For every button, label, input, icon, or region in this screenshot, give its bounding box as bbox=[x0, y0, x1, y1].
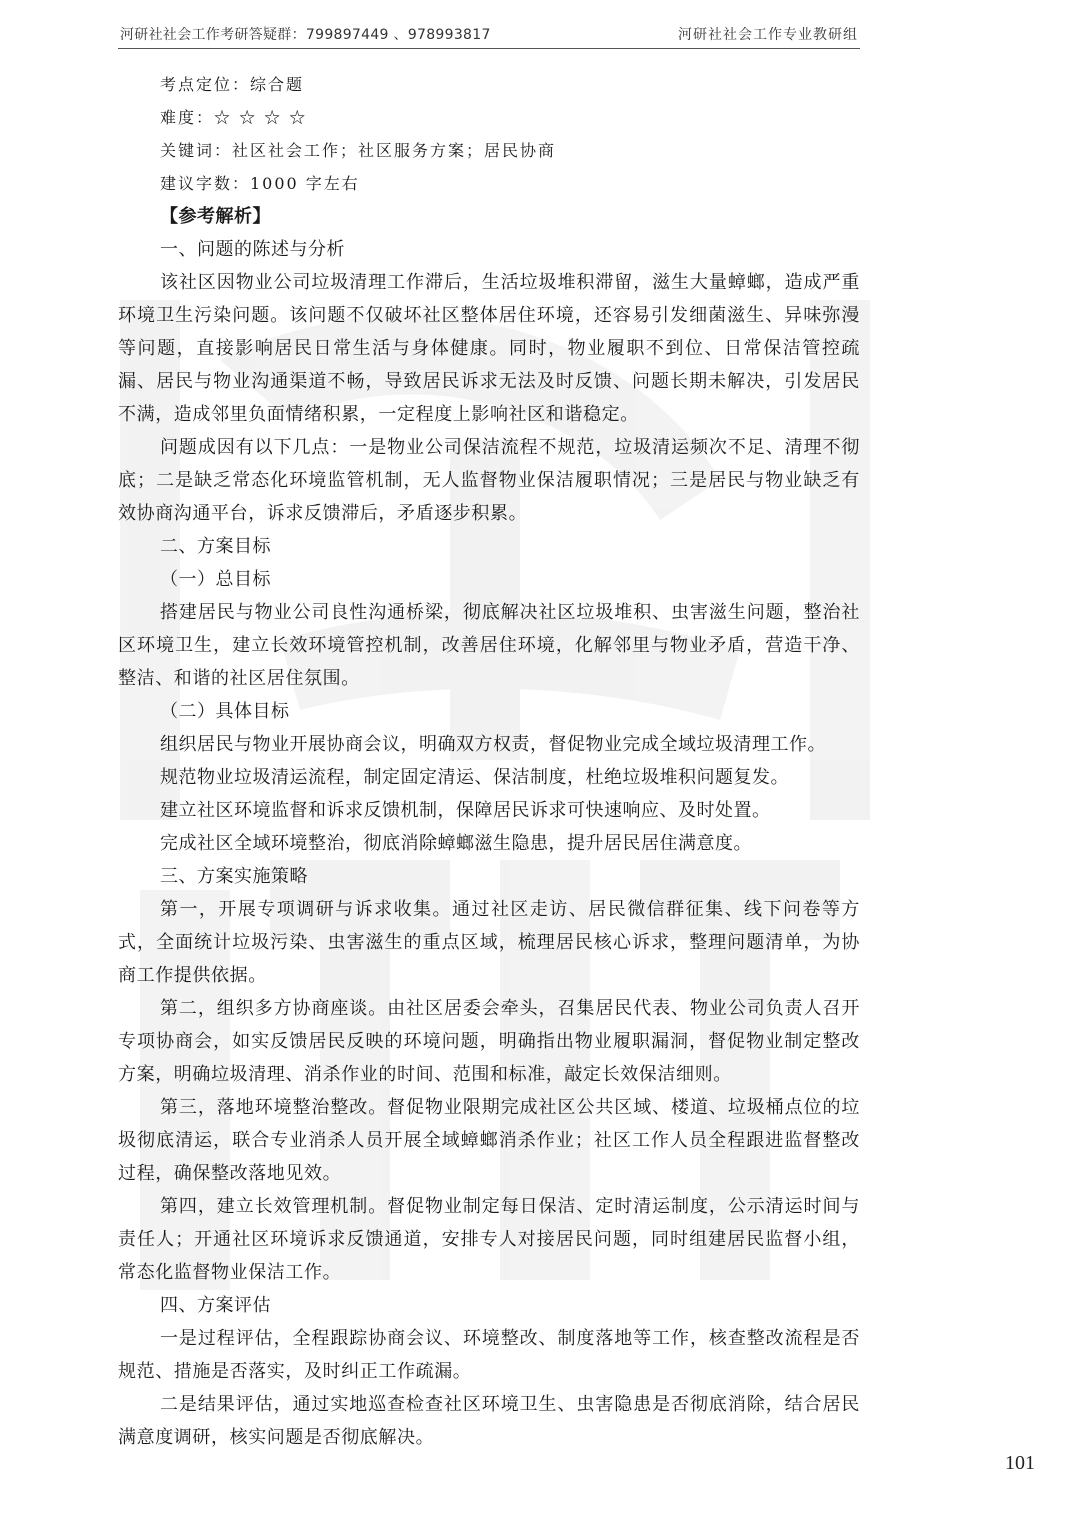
section-4-title: 四、方案评估 bbox=[160, 1295, 271, 1316]
section-3-paragraph-4: 第四，建立长效管理机制。督促物业制定每日保洁、定时清运制度，公示清运时间与责任人；开通社区环境诉求反馈通道，安排专人对接居民问题，同时组建居民监督小组，常态化监督物业保洁工作。 bbox=[118, 1196, 860, 1283]
meta-difficulty: 难度：☆ ☆ ☆ ☆ bbox=[160, 108, 308, 127]
page-header bbox=[118, 18, 860, 49]
section-1-title: 一、问题的陈述与分析 bbox=[160, 239, 345, 260]
section-2-paragraph-1: 搭建居民与物业公司良性沟通桥梁，彻底解决社区垃圾堆积、虫害滋生问题，整治社区环境卫生，建立长效环境管控机制，改善居住环境，化解邻里与物业矛盾，营造干净、整洁、和谐的社区居住氛围。 bbox=[118, 602, 860, 689]
section-1-paragraph-1: 该社区因物业公司垃圾清理工作滞后，生活垃圾堆积滞留，滋生大量蟑螂，造成严重环境卫生污染问题。该问题不仅破坏社区整体居住环境，还容易引发细菌滋生、异味弥漫等问题，直接影响居民日常生活与身体健康。同时，物业履职不到位、日常保洁管控疏漏、居民与物业沟通渠道不畅，导致居民诉求无法及时反馈、问题长期未解决，引发居民不满，造成邻里负面情绪积累，一定程度上影响社区和谐稳定。 bbox=[118, 272, 860, 425]
analysis-heading: 【参考解析】 bbox=[160, 206, 271, 227]
header-org-name: 河研社社会工作专业教研组 bbox=[678, 27, 858, 43]
page-number: 101 bbox=[1005, 1452, 1035, 1474]
section-3-paragraph-1: 第一，开展专项调研与诉求收集。通过社区走访、居民微信群征集、线下问卷等方式，全面统计垃圾污染、虫害滋生的重点区域，梳理居民核心诉求，整理问题清单，为协商工作提供依据。 bbox=[118, 899, 860, 986]
section-2-subtitle-2: （二）具体目标 bbox=[160, 701, 290, 722]
meta-keywords: 关键词：社区社会工作；社区服务方案；居民协商 bbox=[160, 141, 557, 160]
section-3-paragraph-2: 第二，组织多方协商座谈。由社区居委会牵头，召集居民代表、物业公司负责人召开专项协商会，如实反馈居民反映的环境问题，明确指出物业履职漏洞，督促物业制定整改方案，明确垃圾清理、消杀作业的时间、范围和标准，敲定长效保洁细则。 bbox=[118, 998, 860, 1085]
section-4-paragraph-2: 二是结果评估，通过实地巡查检查社区环境卫生、虫害隐患是否彻底消除，结合居民满意度调研，核实问题是否彻底解决。 bbox=[118, 1394, 860, 1448]
section-3-title: 三、方案实施策略 bbox=[160, 866, 308, 887]
section-1-paragraph-2: 问题成因有以下几点：一是物业公司保洁流程不规范，垃圾清运频次不足、清理不彻底；二是缺乏常态化环境监管机制，无人监督物业保洁履职情况；三是居民与物业缺乏有效协商沟通平台，诉求反馈滞后，矛盾逐步积累。 bbox=[118, 437, 860, 524]
goal-item: 建立社区环境监督和诉求反馈机制，保障居民诉求可快速响应、及时处置。 bbox=[160, 800, 771, 821]
meta-position: 考点定位：综合题 bbox=[160, 75, 305, 94]
meta-word-count: 建议字数：1000 字左右 bbox=[160, 174, 360, 193]
goal-item: 完成社区全域环境整治，彻底消除蟑螂滋生隐患，提升居民居住满意度。 bbox=[160, 833, 752, 854]
section-4-paragraph-1: 一是过程评估，全程跟踪协商会议、环境整改、制度落地等工作，核查整改流程是否规范、措施是否落实，及时纠正工作疏漏。 bbox=[118, 1328, 860, 1382]
section-3-paragraph-3: 第三，落地环境整治整改。督促物业限期完成社区公共区域、楼道、垃圾桶点位的垃圾彻底清运，联合专业消杀人员开展全域蟑螂消杀作业；社区工作人员全程跟进监督整改过程，确保整改落地见效。 bbox=[118, 1097, 860, 1184]
section-2-title: 二、方案目标 bbox=[160, 536, 271, 557]
section-2-subtitle-1: （一）总目标 bbox=[160, 569, 271, 590]
goal-item: 规范物业垃圾清运流程，制定固定清运、保洁制度，杜绝垃圾堆积问题复发。 bbox=[160, 767, 789, 788]
page-content bbox=[118, 68, 860, 1454]
goal-item: 组织居民与物业开展协商会议，明确双方权责，督促物业完成全域垃圾清理工作。 bbox=[160, 734, 826, 755]
header-qq-group: 河研社社会工作考研答疑群：799897449 、978993817 bbox=[120, 27, 491, 43]
